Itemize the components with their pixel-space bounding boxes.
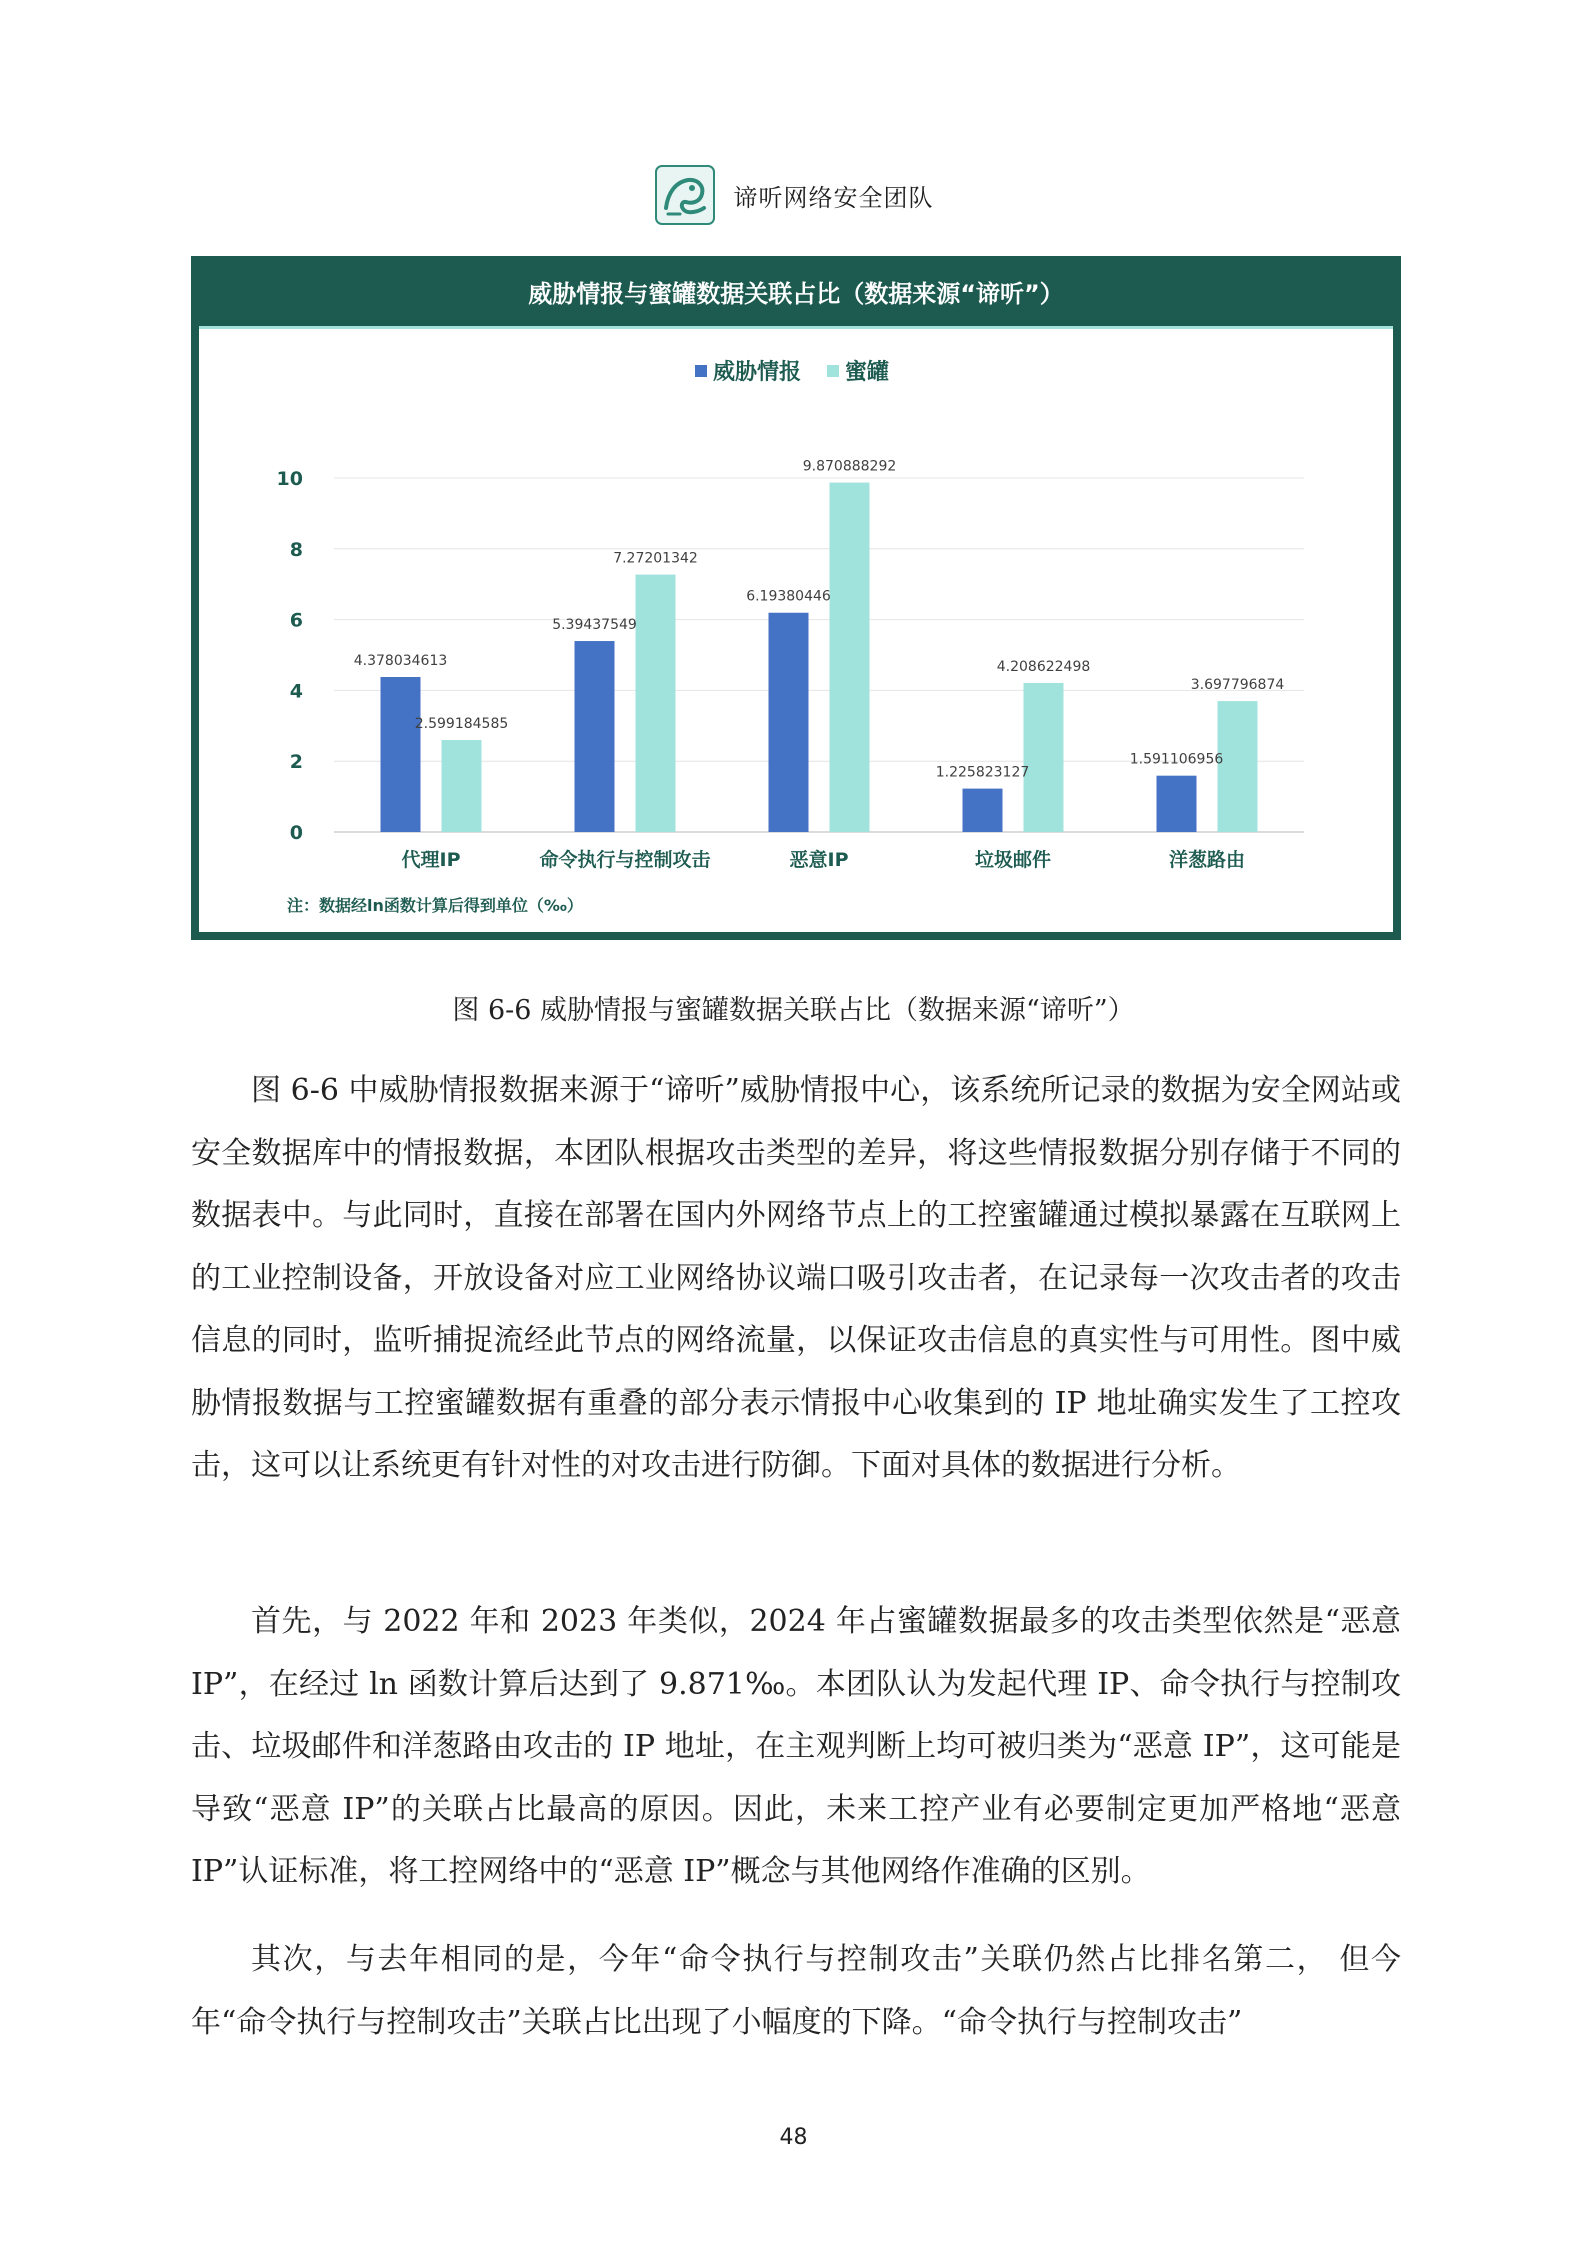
header-title: 谛听网络安全团队: [733, 183, 934, 212]
data-label: 4.208622498: [996, 659, 1091, 676]
bar-honeypot: [636, 575, 676, 832]
data-label: 4.378034613: [353, 653, 448, 670]
chart-legend: [695, 359, 889, 385]
bar-threat-intel: [963, 789, 1003, 832]
y-tick-label: 4: [289, 680, 303, 703]
chart-panel-title: 威胁情报与蜜罐数据关联占比（数据来源“谛听”）: [528, 279, 1064, 308]
legend-swatch-honeypot: [827, 365, 839, 377]
bar-threat-intel: [381, 677, 421, 832]
data-label: 2.599184585: [414, 715, 509, 732]
page-number: 48: [779, 2125, 808, 2150]
y-tick-label: 8: [289, 538, 303, 561]
legend-label: 威胁情报: [713, 360, 802, 385]
chart-figure: [191, 256, 1401, 940]
bar-honeypot: [1218, 701, 1258, 832]
x-tick-label: 垃圾邮件: [974, 849, 1052, 871]
bar-honeypot: [442, 740, 482, 832]
bar-honeypot: [1024, 683, 1064, 832]
bar-honeypot: [830, 483, 870, 832]
data-label: 1.591106956: [1129, 751, 1224, 768]
bar-chart: [199, 329, 1393, 935]
paragraph-3: 其次，与去年相同的是，今年“命令执行与控制攻击”关联仍然占比排名第二， 但今年“命令执行与控制攻击”关联占比出现了小幅度的下降。“命令执行与控制攻击”: [191, 1942, 1401, 2040]
y-tick-label: 6: [289, 609, 303, 632]
chart-bars: [381, 483, 1258, 832]
y-tick-label: 0: [289, 822, 303, 844]
data-label: 7.27201342: [613, 550, 698, 567]
paragraph-1: 图 6-6 中威胁情报数据来源于“谛听”威胁情报中心，该系统所记录的数据为安全网站或安全数据库中的情报数据，本团队根据攻击类型的差异，将这些情报数据分别存储于不同的数据表中。与此同时，直接在部署在国内外网络节点上的工控蜜罐通过模拟暴露在互联网上的工业控制设备，开放设备对应工业网络协议端口吸引攻击者，在记录每一次攻击者的攻击信息的同时，监听捕捉流经此节点的网络流量，以保证攻击信息的真实性与可用性。图中威胁情报数据与工控蜜罐数据有重叠的部分表示情报中心收集到的 IP 地址确实发生了工控攻击，这可以让系统更有针对性的对攻击进行防御。下面对具体的数据进行分析。: [191, 1073, 1401, 1483]
data-label: 3.697796874: [1190, 677, 1285, 694]
y-tick-label: 10: [276, 468, 303, 490]
legend-label: 蜜罐: [845, 360, 890, 385]
data-label: 1.225823127: [935, 764, 1030, 781]
paragraph-2: 首先，与 2022 年和 2023 年类似，2024 年占蜜罐数据最多的攻击类型依然是“恶意 IP”，在经过 ln 函数计算后达到了 9.871‰。本团队认为发起代理 IP、命令执行与控制攻击、垃圾邮件和洋葱路由攻击的 IP 地址，在主观判断上均可被归类为“恶意 IP”，这可能是导致“恶意 IP”的关联占比最高的原因。因此，未来工控产业有必要制定更加严格地“恶意 IP”认证标准，将工控网络中的“恶意 IP”概念与其他网络作准确的区别。: [191, 1604, 1401, 1889]
data-label: 6.19380446: [746, 588, 831, 605]
x-tick-label: 命令执行与控制攻击: [539, 849, 711, 871]
bar-threat-intel: [575, 641, 615, 832]
page-header: [0, 160, 1587, 230]
chart-area: [199, 326, 1393, 932]
bar-threat-intel: [769, 613, 809, 832]
x-tick-label: 洋葱路由: [1168, 849, 1246, 871]
figure-caption: 图 6-6 威胁情报与蜜罐数据关联占比（数据来源“谛听”）: [452, 995, 1135, 1026]
y-axis-ticks: [277, 468, 303, 844]
data-label: 5.39437549: [552, 617, 637, 634]
bar-threat-intel: [1157, 776, 1197, 832]
x-tick-label: 恶意IP: [789, 849, 849, 871]
x-tick-label: 代理IP: [401, 849, 461, 871]
legend-swatch-threat-intel: [695, 365, 707, 377]
data-label: 9.870888292: [802, 458, 897, 475]
team-logo-icon: [654, 164, 716, 226]
y-tick-label: 2: [289, 751, 303, 774]
x-axis-ticks: [402, 848, 1246, 871]
chart-note: 注：数据经ln函数计算后得到单位（‰）: [287, 896, 583, 915]
